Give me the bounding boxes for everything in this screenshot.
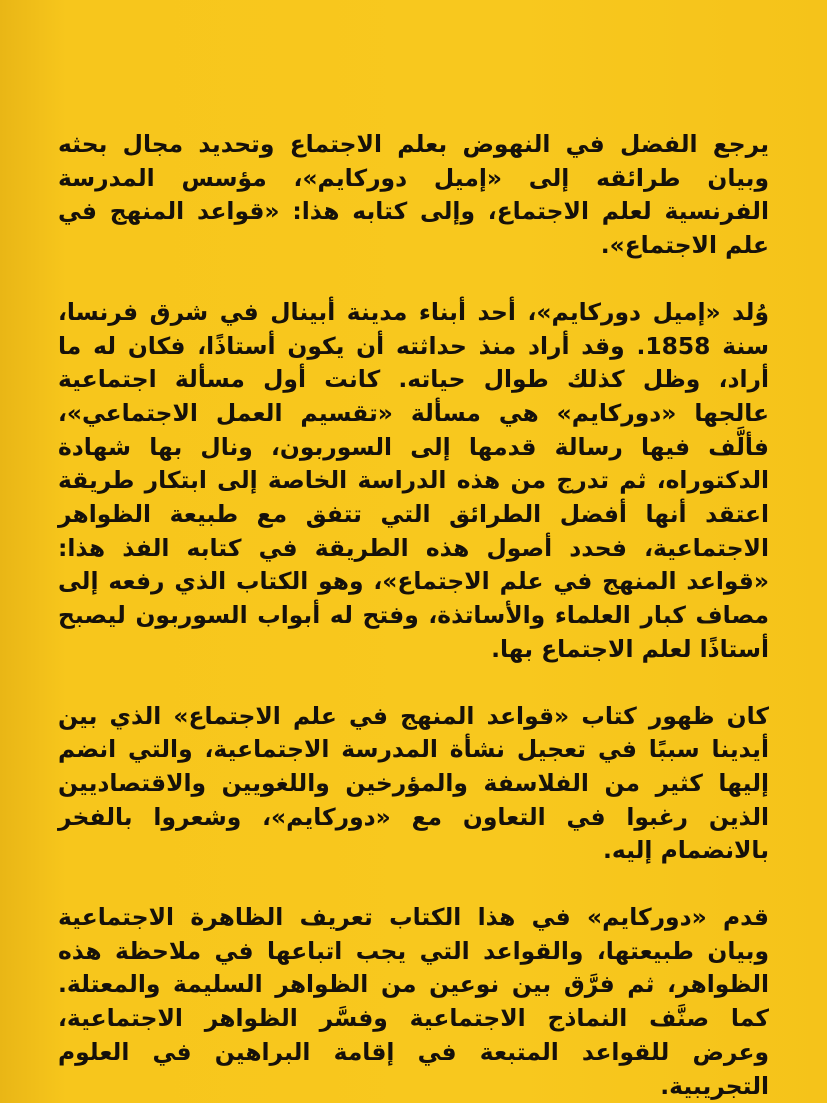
influence-paragraph: كان ظهور كتاب «قواعد المنهج في علم الاجتماع» الذي بين أيدينا سببًا في تعجيل نشأة المدرسة الاجتماعية، والتي انضم إليها كثير من الفلاسفة والمؤرخين واللغويين والاقتصاديين الذين رغبوا في التعاون مع «دوركايم»، وشعروا بالفخر بالانضمام إليه. [58,701,769,865]
back-cover-description [58,128,769,1103]
intro-paragraph: يرجع الفضل في النهوض بعلم الاجتماع وتحديد مجال بحثه وبيان طرائقه إلى «إميل دوركايم»، مؤسس المدرسة الفرنسية لعلم الاجتماع، وإلى كتابه هذا: «قواعد المنهج في علم الاجتماع». [58,130,769,260]
biography-paragraph: وُلد «إميل دوركايم»، أحد أبناء مدينة أبينال في شرق فرنسا، سنة 1858. وقد أراد منذ حداثته أن يكون أستاذًا، فكان له ما أراد، وظل كذلك طوال حياته. كانت أول مسألة اجتماعية عالجها «دوركايم» هي مسألة «تقسيم العمل الاجتماعي»، فألَّف فيها رسالة قدمها إلى السوربون، ونال بها شهادة الدكتوراه، ثم تدرج من هذه الدراسة الخاصة إلى ابتكار طريقة اعتقد أنها أفضل الطرائق التي تتفق مع طبيعة الظواهر الاجتماعية، فحدد أصول هذه الطريقة في كتابه الفذ هذا: «قواعد المنهج في علم الاجتماع»، وهو الكتاب الذي رفعه إلى مصاف كبار العلماء والأساتذة، وفتح له أبواب السوربون ليصبح أستاذًا لعلم الاجتماع بها. [58,297,769,663]
contents-paragraph: قدم «دوركايم» في هذا الكتاب تعريف الظاهرة الاجتماعية وبيان طبيعتها، والقواعد التي يجب اتباعها في ملاحظة هذه الظواهر، ثم فرَّق بين نوعين من الظواهر السليمة والمعتلة. كما صنَّف النماذج الاجتماعية وفسَّر الظواهر الاجتماعية، وعرض للقواعد المتبعة في إقامة البراهين في العلوم التجريبية. [58,903,769,1100]
